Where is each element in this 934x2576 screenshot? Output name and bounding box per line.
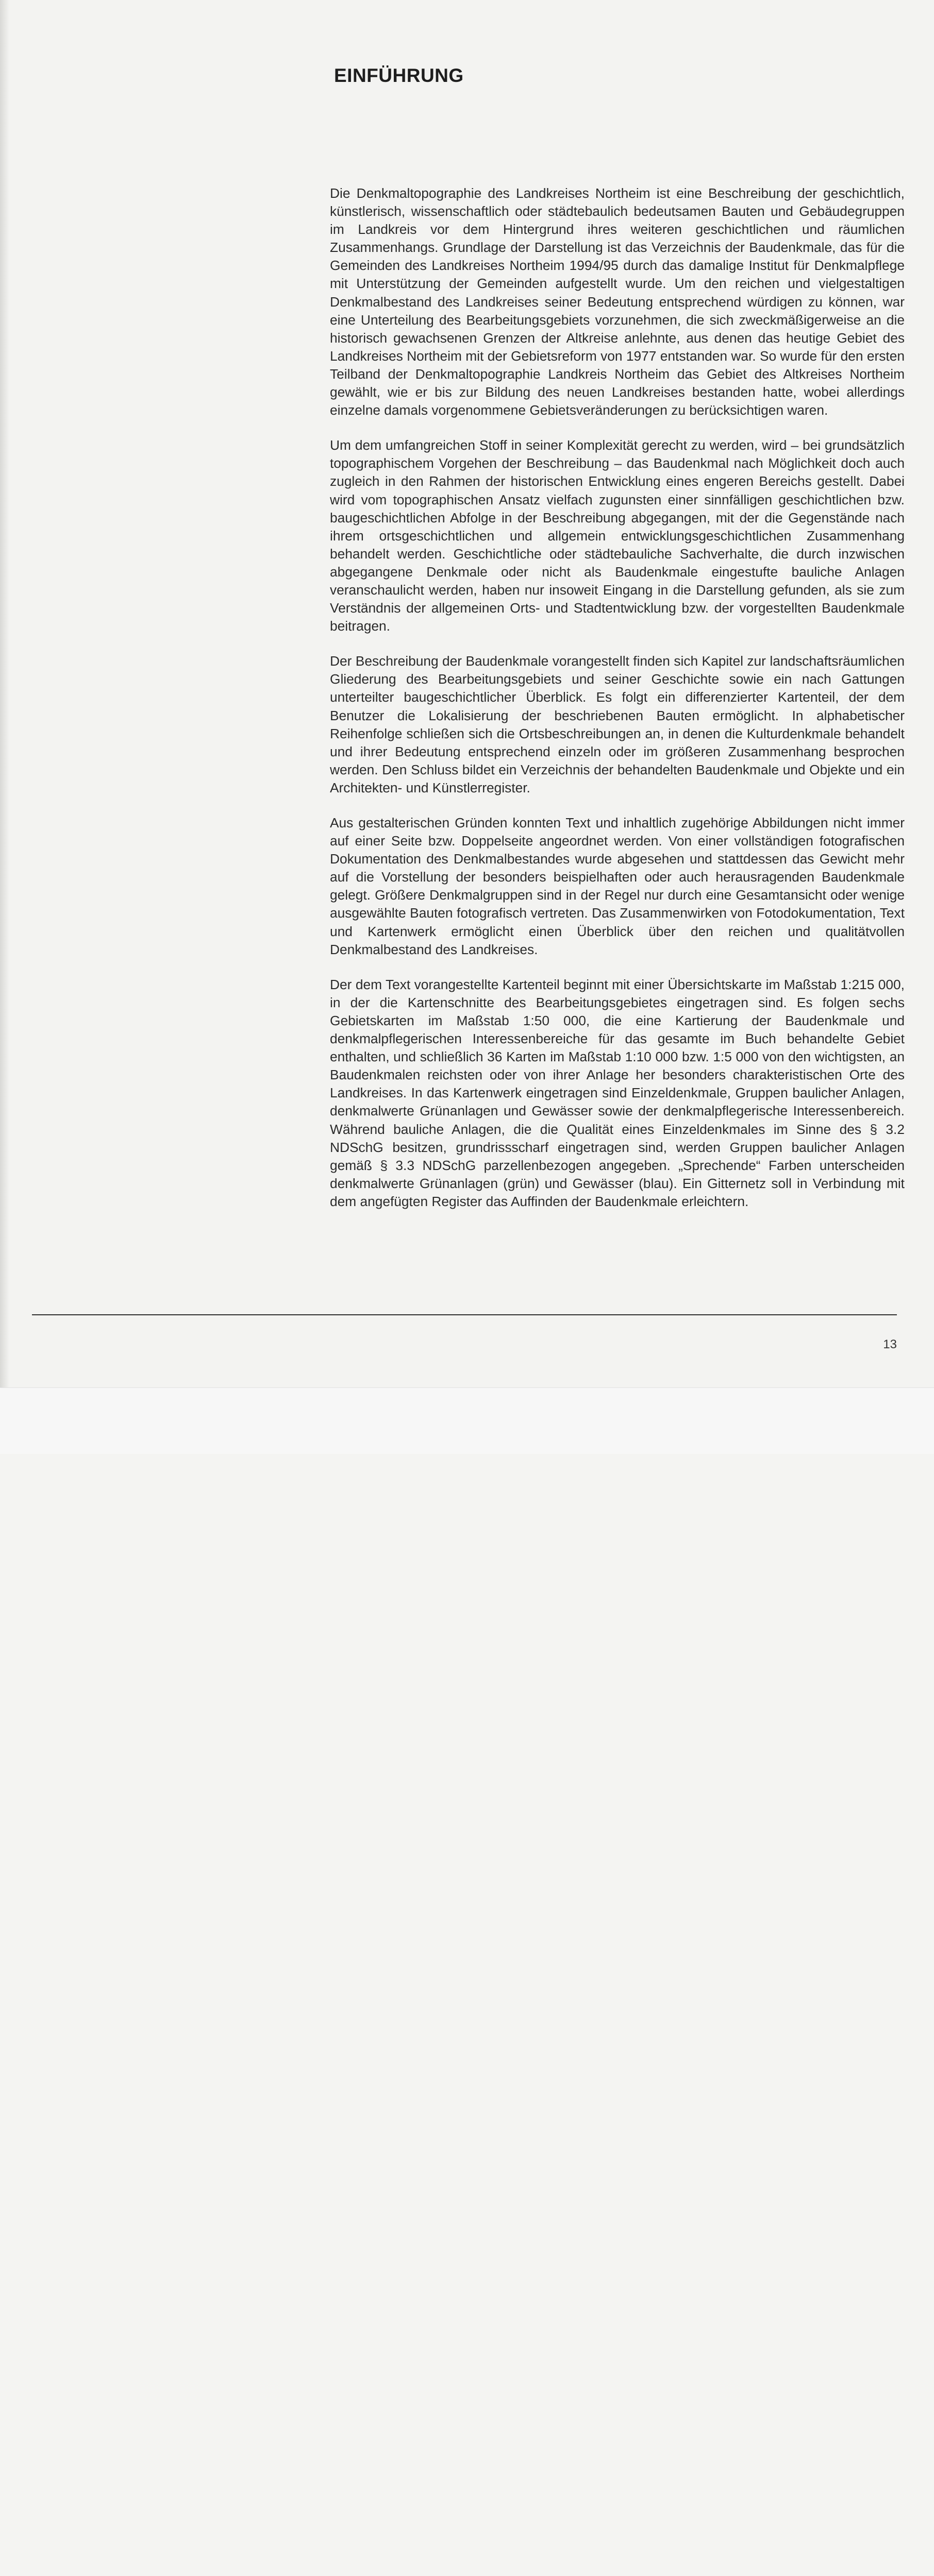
paragraph-5: Der dem Text vorangestellte Kartenteil beginnt mit einer Übersichtskarte im Maßstab 1:215 000, in der die Kartenschnitte des Bearbeitungsgebietes eingetragen sind. Es folgen sechs Gebietskarten im Maßstab 1:50 000, die eine Kartierung der Baudenkmale und denkmalpflegerischen Interessenbereiche für das gesamte im Buch behandelte Gebiet enthalten, und schließlich 36 Karten im Maßstab 1:10 000 bzw. 1:5 000 von den wichtigsten, an Baudenkmalen reichsten oder von ihrer Anlage her besonders charakteristischen Orte des Landkreises. In das Kartenwerk eingetragen sind Einzeldenkmale, Gruppen baulicher Anlagen, denkmalwerte Grünanlagen und Gewässer sowie der denkmalpflegerische Interessenbereich. Während bauliche Anlagen, die die Qualität eines Einzeldenkmales im Sinne des § 3.2 NDSchG besitzen, grundrissscharf eingetragen sind, werden Gruppen baulicher Anlagen gemäß § 3.3 NDSchG parzellenbezogen angegeben. „Sprechende“ Farben unterscheiden denkmalwerte Grünanlagen (grün) und Gewässer (blau). Ein Gitternetz soll in Verbindung mit dem angefügten Register das Auffinden der Baudenkmale erleichtern.	[330, 976, 905, 1209]
page-number: 13	[883, 1337, 897, 1351]
paragraph-2: Um dem umfangreichen Stoff in seiner Komplexität gerecht zu werden, wird – bei grundsätzlich topographischem Vorgehen der Beschreibung – das Baudenkmal nach Möglichkeit doch auch zugleich in den Rahmen der historischen Entwicklung eines engeren Bereichs gestellt. Dabei wird vom topographischen Ansatz vielfach zugunsten einer sinnfälligen geschichtlichen bzw. baugeschichtlichen Abfolge in der Beschreibung abgegangen, mit der die Gegenstände nach ihrem ortsgeschichtlichen und allgemein entwicklungsgeschichtlichen Zusammenhang behandelt werden. Geschichtliche oder städtebauliche Sachverhalte, die durch inzwischen abgegangene Denkmale oder nicht als Baudenkmale eingestufte bauliche Anlagen veranschaulicht werden, haben nur insoweit Eingang in die Darstellung gefunden, als sie zum Verständnis der allgemeinen Orts- und Stadtentwicklung bzw. der vorgestellten Baudenkmale beitragen.	[330, 437, 905, 634]
footer-rule	[32, 1314, 897, 1315]
body-text	[330, 184, 905, 1228]
paragraph-1: Die Denkmaltopographie des Landkreises Northeim ist eine Beschreibung der geschichtlich, künstlerisch, wissenschaftlich oder städtebaulich bedeutsamen Bauten und Gebäudegruppen im Landkreis vor dem Hintergrund ihres weiteren geschichtlichen und räumlichen Zusammenhangs. Grundlage der Darstellung ist das Verzeichnis der Baudenkmale, das für die Gemeinden des Landkreises Northeim 1994/95 durch das damalige Institut für Denkmalpflege mit Unterstützung der Gemeinden aufgestellt wurde. Um den reichen und vielgestaltigen Denkmalbestand des Landkreises seiner Bedeutung entsprechend würdigen zu können, war eine Unterteilung des Bearbeitungsgebiets vorzunehmen, die sich zweckmäßigerweise an die historisch gewachsenen Grenzen der Altkreise anlehnte, aus denen das heutige Gebiet des Landkreises Northeim mit der Gebietsreform von 1977 entstanden war. So wurde für den ersten Teilband der Denkmaltopographie Landkreis Northeim das Gebiet des Altkreises Northeim gewählt, wie er bis zur Bildung des neuen Landkreises bestanden hatte, wobei allerdings einzelne damals vorgenommene Gebietsveränderungen zu berücksichtigen waren.	[330, 185, 905, 418]
paragraph-4: Aus gestalterischen Gründen konnten Text und inhaltlich zugehörige Abbildungen nicht immer auf einer Seite bzw. Doppelseite angeordnet werden. Von einer vollständigen fotografischen Dokumentation des Denkmalbestandes wurde abgesehen und stattdessen das Gewicht mehr auf die Vorstellung der besonders beispielhaften oder auch herausragenden Baudenkmale gelegt. Größere Denkmalgruppen sind in der Regel nur durch eine Gesamtansicht oder wenige ausgewählte Bauten fotografisch vertreten. Das Zusammenwirken von Fotodokumentation, Text und Kartenwerk ermöglicht einen Überblick über den reichen und qualitätvollen Denkmalbestand des Landkreises.	[330, 815, 905, 957]
paragraph-3: Der Beschreibung der Baudenkmale vorangestellt finden sich Kapitel zur landschaftsräumlichen Gliederung des Bearbeitungsgebiets und seiner Geschichte sowie ein nach Gattungen unterteilter baugeschichtlicher Überblick. Es folgt ein differenzierter Kartenteil, der dem Benutzer die Lokalisierung der beschriebenen Bauten ermöglicht. In alphabetischer Reihenfolge schließen sich die Ortsbeschreibungen an, in denen die Kulturdenkmale behandelt und ihrer Bedeutung entsprechend einzeln oder im größeren Zusammenhang besprochen werden. Den Schluss bildet ein Verzeichnis der behandelten Baudenkmale und Objekte und ein Architekten- und Künstlerregister.	[330, 653, 905, 795]
page-heading: EINFÜHRUNG	[334, 65, 464, 86]
page-edge-shadow	[0, 0, 9, 1387]
viewer-footer	[0, 1387, 934, 1454]
